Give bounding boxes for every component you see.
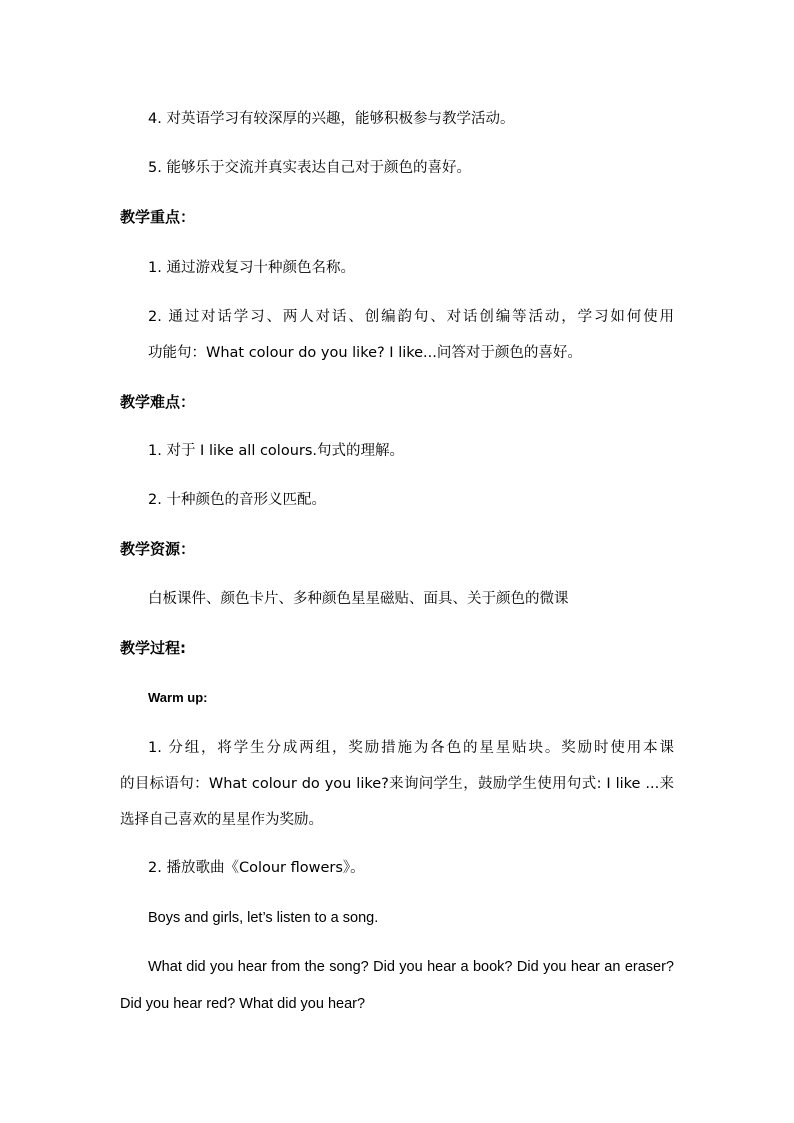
heading-resources: 教学资源： — [120, 540, 196, 558]
difficulty-1: 1. 对于 I like all colours.句式的理解。 — [148, 443, 405, 459]
question-line-1: What did you hear from the song? Did you hear a book? Did you hear an eraser? — [148, 959, 674, 975]
resources-list: 白板课件、颜色卡片、多种颜色星星磁贴、面具、关于颜色的微课 — [148, 591, 569, 607]
heading-difficulties: 教学难点： — [120, 393, 196, 411]
key-point-2-line-2: 功能句：What colour do you like? I like...问答对于颜色的喜好。 — [148, 345, 582, 361]
step-1-line-2: 的目标语句：What colour do you like?来询问学生，鼓励学生使用句式: I like ...来 — [120, 776, 674, 792]
question-line-2: Did you hear red? What did you hear? — [120, 996, 366, 1012]
step-1-line-1: 1. 分组，将学生分成两组，奖励措施为各色的星星贴块。奖励时使用本课 — [148, 740, 674, 756]
key-point-2-line-1: 2. 通过对话学习、两人对话、创编韵句、对话创编等活动，学习如何使用 — [148, 309, 674, 325]
objective-4: 4. 对英语学习有较深厚的兴趣，能够积极参与教学活动。 — [148, 111, 515, 127]
key-point-1: 1. 通过游戏复习十种颜色名称。 — [148, 260, 355, 276]
song-intro: Boys and girls, let’s listen to a song. — [148, 910, 379, 926]
heading-process: 教学过程: — [120, 639, 186, 657]
heading-key-points: 教学重点： — [120, 208, 196, 226]
difficulty-2: 2. 十种颜色的音形义匹配。 — [148, 492, 326, 508]
objective-5: 5. 能够乐于交流并真实表达自己对于颜色的喜好。 — [148, 160, 471, 176]
step-1-line-3: 选择自己喜欢的星星作为奖励。 — [120, 812, 323, 828]
warm-up-label: Warm up: — [148, 690, 208, 705]
step-2: 2. 播放歌曲《Colour flowers》。 — [148, 860, 365, 876]
